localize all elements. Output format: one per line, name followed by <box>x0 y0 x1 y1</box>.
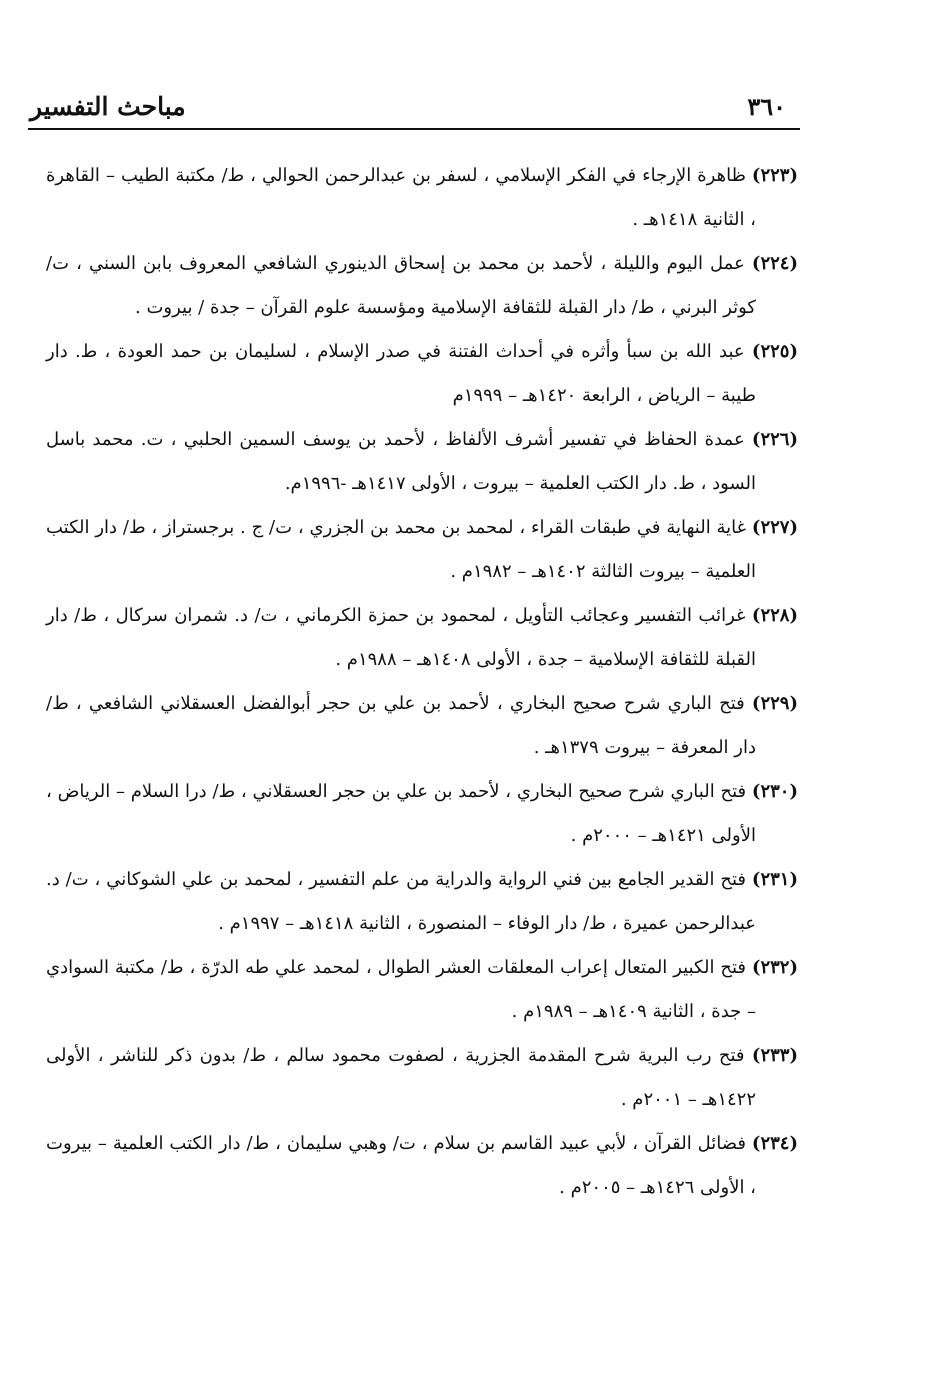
entry-number: (٢٢٩) <box>751 693 798 714</box>
bibliography-entry-234 <box>46 1122 798 1210</box>
entry-number: (٢٣١) <box>751 869 798 890</box>
entry-text: فتح الكبير المتعال إعراب المعلقات العشر الطوال ، لمحمد علي طه الدرّة ، ط/ مكتبة السوادي – جدة ، الثانية ١٤٠٩هـ – ١٩٨٩م . <box>46 957 756 1022</box>
running-title: مباحث التفسير <box>30 92 186 121</box>
bibliography-entry-226 <box>46 418 798 506</box>
page-header <box>28 88 800 130</box>
entry-text: غرائب التفسير وعجائب التأويل ، لمحمود بن حمزة الكرماني ، ت/ د. شمران سركال ، ط/ دار القبلة للثقافة الإسلامية – جدة ، الأولى ١٤٠٨هـ – ١٩٨٨م . <box>46 605 756 670</box>
entry-number: (٢٣٢) <box>751 957 799 978</box>
entry-number: (٢٢٥) <box>751 341 798 362</box>
entry-text: فتح القدير الجامع بين فني الرواية والدراية من علم التفسير ، لمحمد بن علي الشوكاني ، ت/ د. عبدالرحمن عميرة ، ط/ دار الوفاء – المنصورة ، الثانية ١٤١٨هـ – ١٩٩٧م . <box>46 869 756 934</box>
entry-text: فتح رب البرية شرح المقدمة الجزرية ، لصفوت محمود سالم ، ط/ بدون ذكر للناشر ، الأولى ١٤٢٢هـ – ٢٠٠١م . <box>46 1045 756 1110</box>
bibliography-list <box>46 154 798 1210</box>
bibliography-entry-233 <box>46 1034 798 1122</box>
bibliography-entry-230 <box>46 770 798 858</box>
bibliography-entry-231 <box>46 858 798 946</box>
entry-text: فتح الباري شرح صحيح البخاري ، لأحمد بن علي بن حجر أبوالفضل العسقلاني الشافعي ، ط/ دار المعرفة – بيروت ١٣٧٩هـ . <box>46 693 756 758</box>
bibliography-entry-223 <box>46 154 798 242</box>
bibliography-entry-228 <box>46 594 798 682</box>
page-number: ٣٦٠ <box>747 92 786 121</box>
entry-number: (٢٢٣) <box>751 165 798 186</box>
bibliography-entry-232 <box>46 946 798 1034</box>
entry-text: ظاهرة الإرجاء في الفكر الإسلامي ، لسفر بن عبدالرحمن الحوالي ، ط/ مكتبة الطيب – القاهرة ، الثانية ١٤١٨هـ . <box>46 165 756 230</box>
entry-number: (٢٢٤) <box>751 253 798 274</box>
bibliography-entry-229 <box>46 682 798 770</box>
header-rule <box>28 128 800 130</box>
entry-number: (٢٣٣) <box>751 1045 798 1066</box>
bibliography-entry-225 <box>46 330 798 418</box>
entry-number: (٢٣٤) <box>751 1133 798 1154</box>
entry-number: (٢٢٦) <box>751 429 798 450</box>
entry-number: (٢٢٨) <box>751 605 798 626</box>
entry-number: (٢٣٠) <box>751 781 798 802</box>
entry-text: عمل اليوم والليلة ، لأحمد بن محمد بن إسحاق الدينوري الشافعي المعروف بابن السني ، ت/ كوثر البرني ، ط/ دار القبلة للثقافة الإسلامية ومؤسسة علوم القرآن – جدة / بيروت . <box>46 253 756 318</box>
bibliography-entry-224 <box>46 242 798 330</box>
entry-text: فتح الباري شرح صحيح البخاري ، لأحمد بن علي بن حجر العسقلاني ، ط/ درا السلام – الرياض ، الأولى ١٤٢١هـ – ٢٠٠٠م . <box>46 781 756 846</box>
entry-text: غاية النهاية في طبقات القراء ، لمحمد بن محمد بن الجزري ، ت/ ج . برجستراز ، ط/ دار الكتب العلمية – بيروت الثالثة ١٤٠٢هـ – ١٩٨٢م . <box>46 517 756 582</box>
entry-text: عمدة الحفاظ في تفسير أشرف الألفاظ ، لأحمد بن يوسف السمين الحلبي ، ت. محمد باسل السود ، ط. دار الكتب العلمية – بيروت ، الأولى ١٤١٧هـ -١٩٩٦م. <box>46 429 756 494</box>
entry-text: عبد الله بن سبأ وأثره في أحداث الفتنة في صدر الإسلام ، لسليمان بن حمد العودة ، ط. دار طيبة – الرياض ، الرابعة ١٤٢٠هـ – ١٩٩٩م <box>46 341 756 406</box>
entry-number: (٢٢٧) <box>751 517 798 538</box>
entry-text: فضائل القرآن ، لأبي عبيد القاسم بن سلام ، ت/ وهبي سليمان ، ط/ دار الكتب العلمية – بيروت ، الأولى ١٤٢٦هـ – ٢٠٠٥م . <box>46 1133 756 1198</box>
bibliography-entry-227 <box>46 506 798 594</box>
